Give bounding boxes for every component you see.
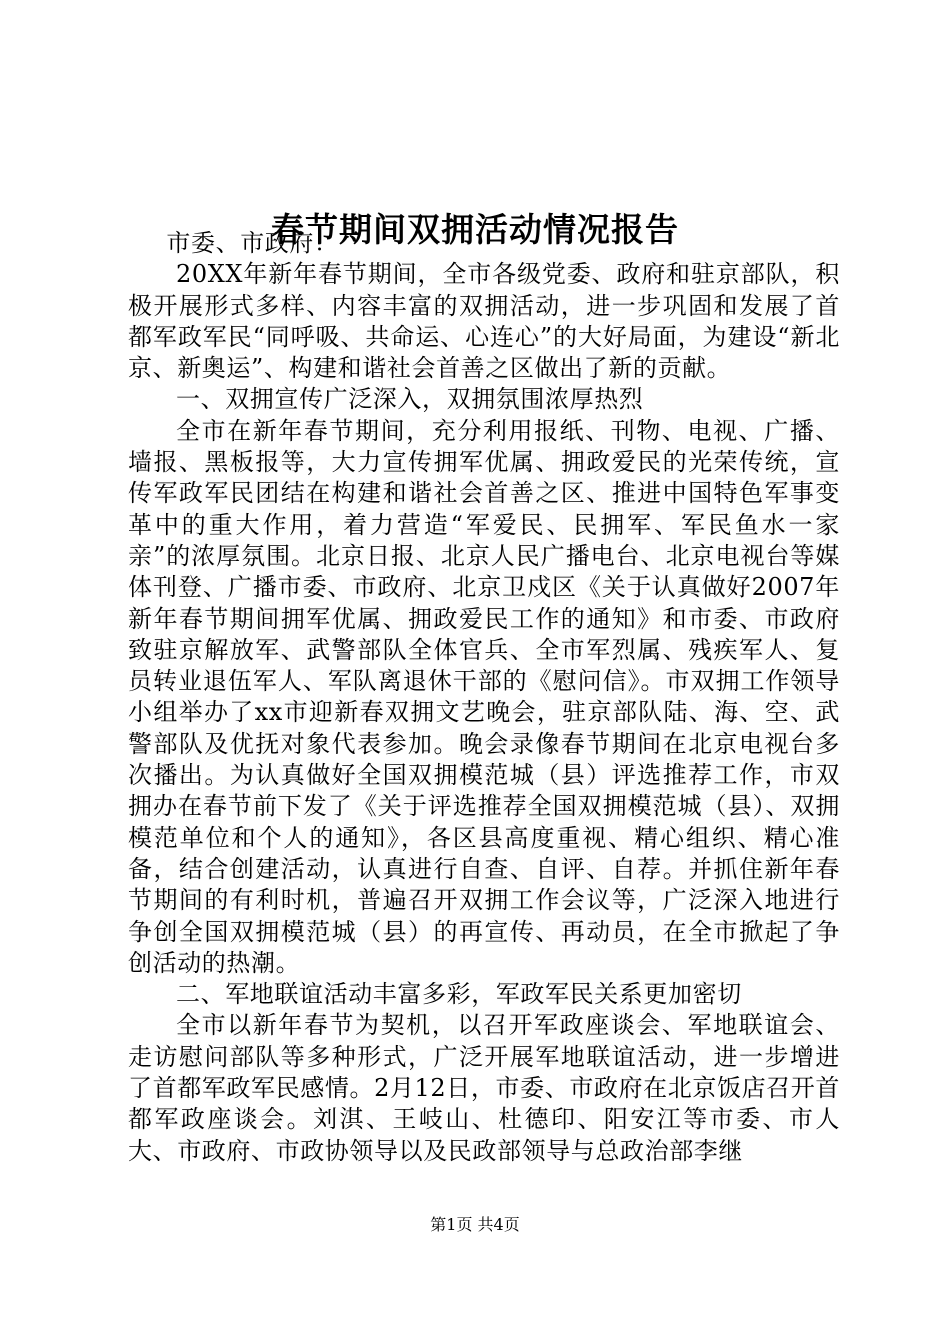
section-heading-2: 二、军地联谊活动丰富多彩，军政军民关系更加密切 xyxy=(176,980,742,1009)
section-1-paragraph: 全市在新年春节期间，充分利用报纸、刊物、电视、广播、墙报、黑板报等，大力宣传拥军优属、拥政爱民的光荣传统，宣传军政军民团结在构建和谐社会首善之区、推进中国特色军事变革中的重大作用，着力营造“军爱民、民拥军、军民鱼水一家亲”的浓厚氛围。北京日报、北京人民广播电台、北京电视台等媒体刊登、广播市委、市政府、北京卫戍区《关于认真做好2007年新年春节期间拥军优属、拥政爱民工作的通知》和市委、市政府致驻京解放军、武警部队全体官兵、全市军烈属、残疾军人、复员转业退伍军人、军队离退休干部的《慰问信》。市双拥工作领导小组举办了xx市迎新春双拥文艺晚会，驻京部队陆、海、空、武警部队及优抚对象代表参加。晚会录像春节期间在北京电视台多次播出。为认真做好全国双拥模范城（县）评选推荐工作，市双拥办在春节前下发了《关于评选推荐全国双拥模范城（县）、双拥模范单位和个人的通知》，各区县高度重视、精心组织、精心准备，结合创建活动，认真进行自查、自评、自荐。并抓住新年春节期间的有利时机，普遍召开双拥工作会议等，广泛深入地进行争创全国双拥模范城（县）的再宣传、再动员，在全市掀起了争创活动的热潮。 xyxy=(128,416,840,977)
salutation: 市委、市政府： xyxy=(166,229,339,257)
document-title: 春节期间双拥活动情况报告 xyxy=(271,210,679,250)
section-heading-1: 一、双拥宣传广泛深入，双拥氛围浓厚热烈 xyxy=(176,385,644,414)
intro-paragraph: 20XX年新年春节期间，全市各级党委、政府和驻京部队，积极开展形式多样、内容丰富的双拥活动，进一步巩固和发展了首都军政军民“同呼吸、共命运、心连心”的大好局面，为建设“新北京、新奥运”、构建和谐社会首善之区做出了新的贡献。 xyxy=(128,260,840,383)
page-number-footer: 第1页 共4页 xyxy=(430,1215,520,1234)
document-body xyxy=(128,228,840,1167)
section-2-paragraph: 全市以新年春节为契机，以召开军政座谈会、军地联谊会、走访慰问部队等多种形式，广泛开展军地联谊活动，进一步增进了首都军政军民感情。2月12日，市委、市政府在北京饭店召开首都军政座谈会。刘淇、王岐山、杜德印、阳安江等市委、市人大、市政府、市政协领导以及民政部领导与总政治部李继 xyxy=(128,1011,840,1165)
